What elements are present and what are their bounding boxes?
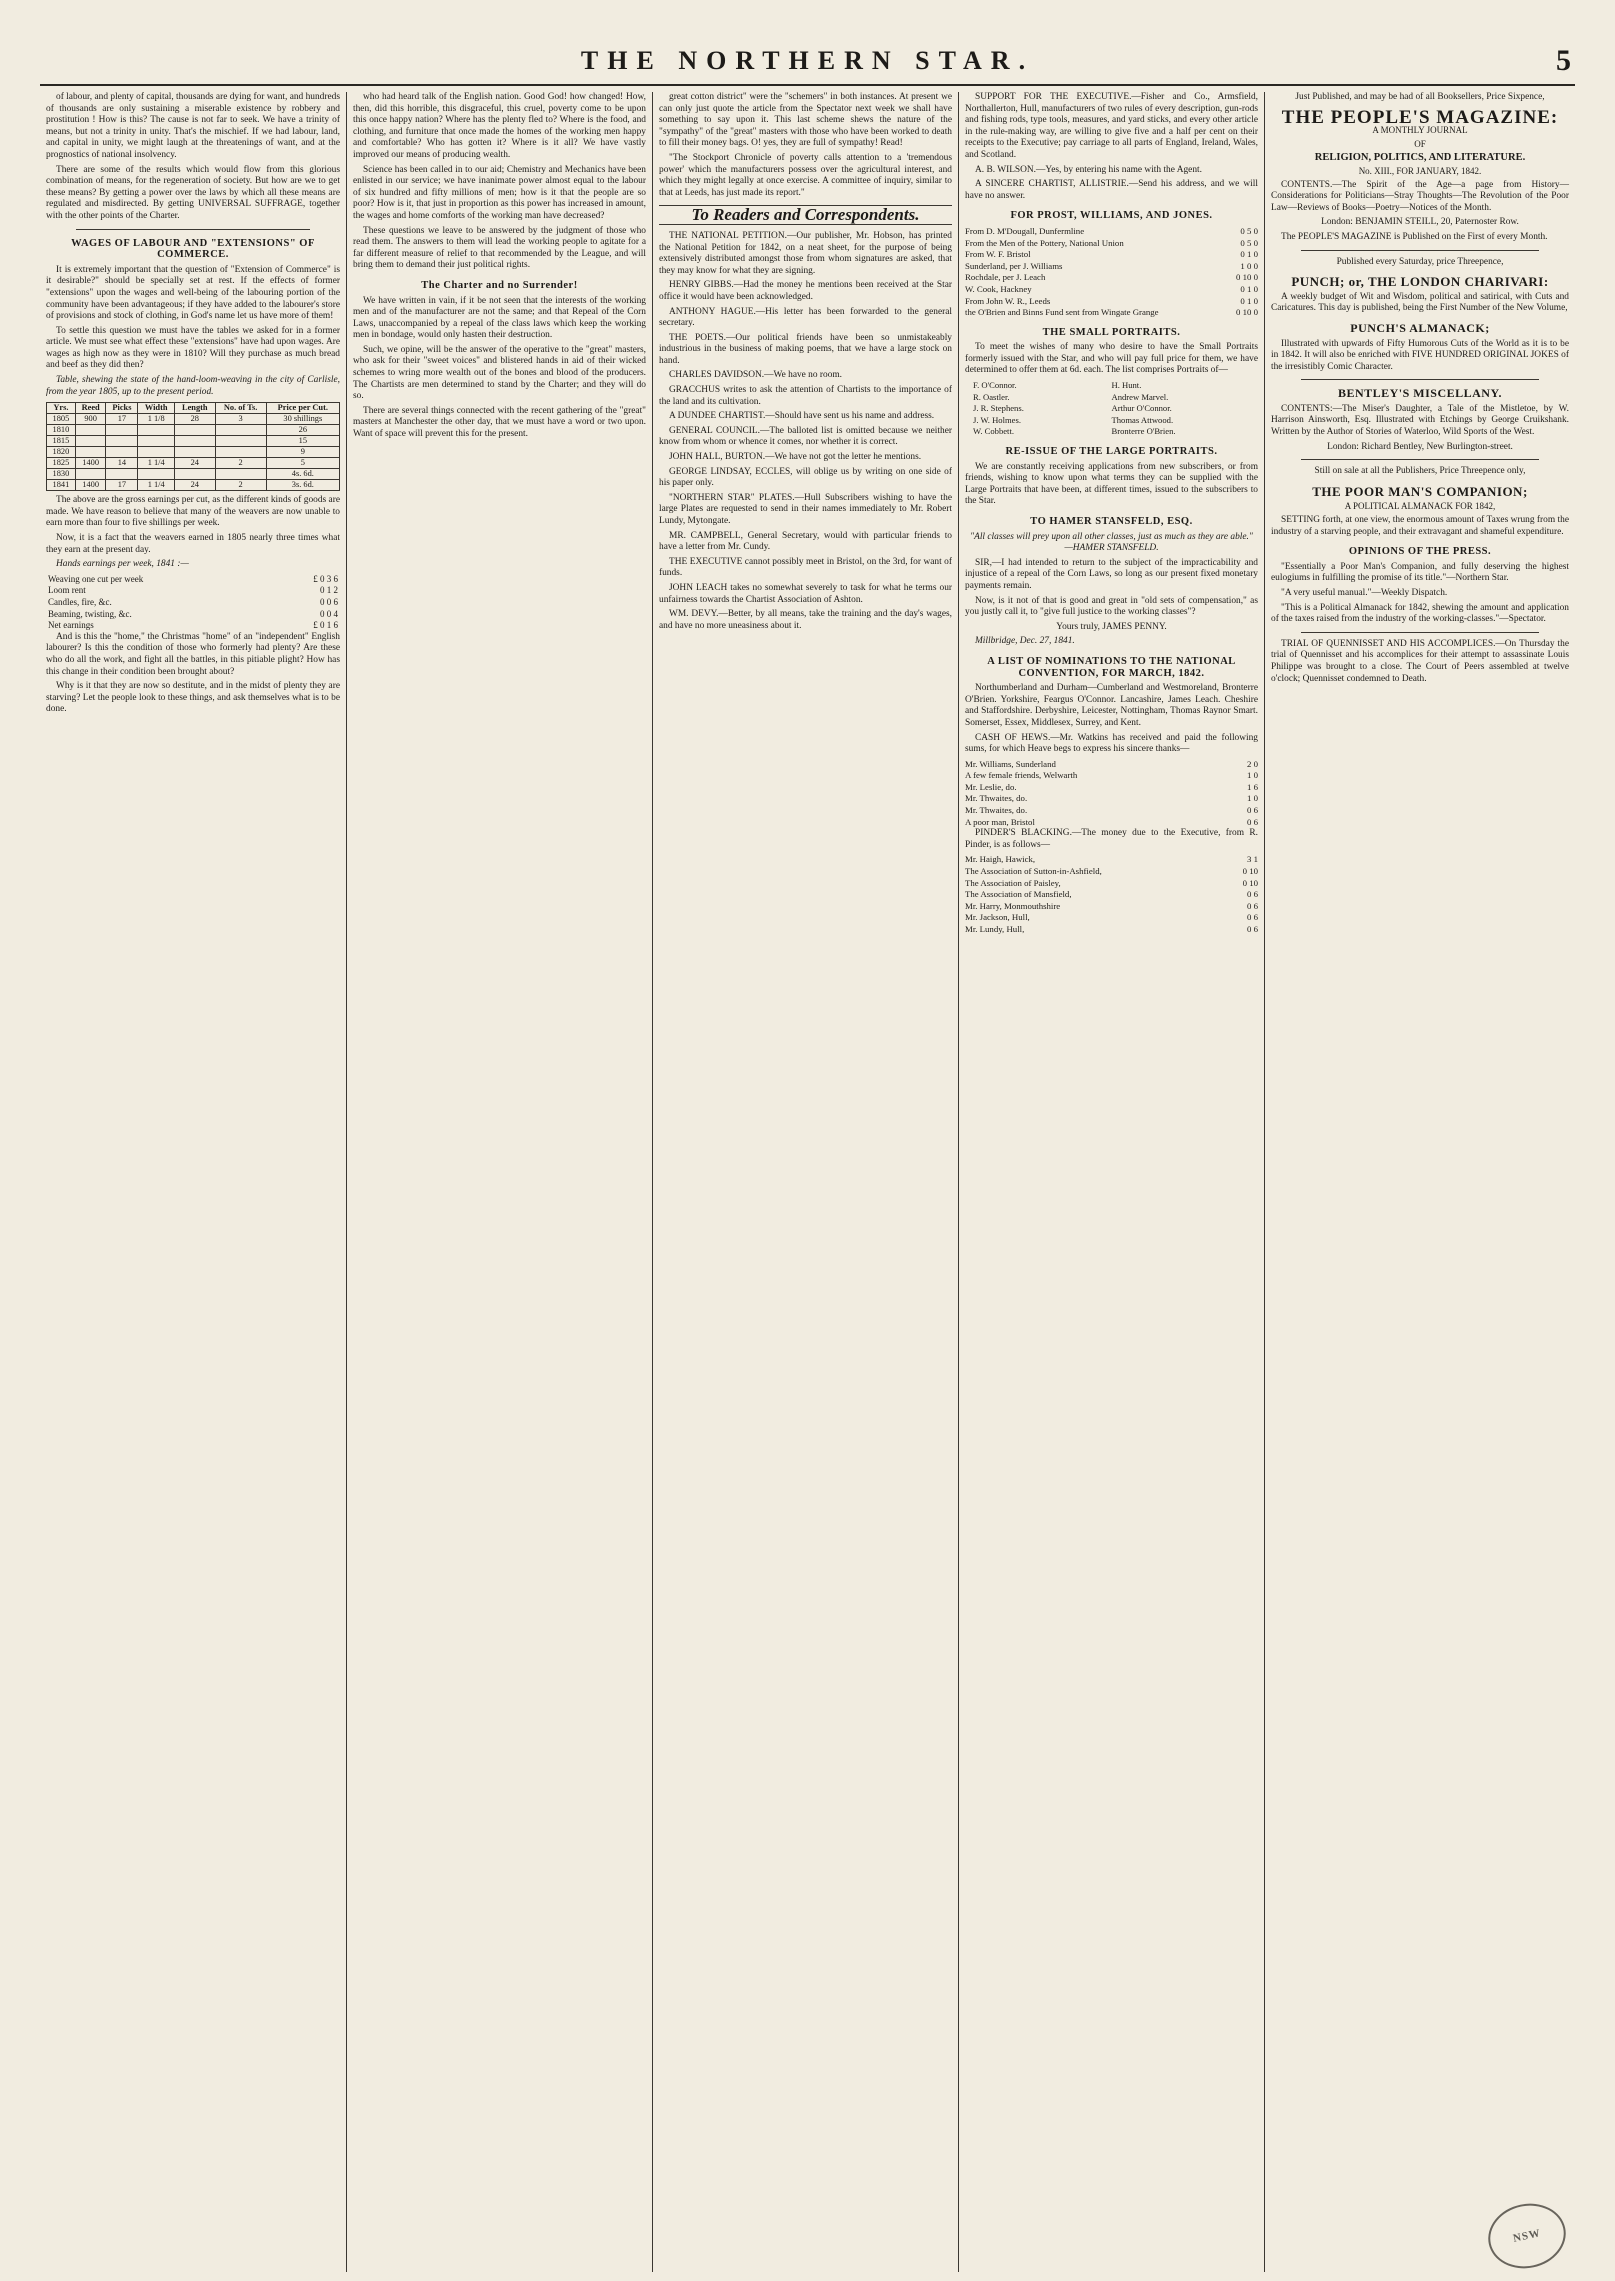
subscriptions-list — [965, 226, 1258, 319]
sums-title: Hands earnings per week, 1841 :— — [56, 559, 189, 570]
almanack-title: PUNCH'S ALMANACK; — [1350, 320, 1490, 335]
list-item: The Association of Mansfield, 0 6 — [965, 889, 1258, 900]
press-opinion: "A very useful manual."—Weekly Dispatch. — [1281, 588, 1448, 598]
table-row: 1830 4s. 6d. — [47, 469, 340, 480]
magazine-contents: CONTENTS.—The Spirit of the Age—a page from History—Considerations for Politicians—Stray Thoughts—The Revolution of the Poor Law—Reviews of Books—Poetry—Notices of the Month. — [1271, 179, 1569, 213]
correspondent-notice: WM. DEVY.—Better, by all means, take the training and the day's wages, and have no more uneasiness about it. — [659, 609, 952, 631]
article-paragraph: SIR,—I had intended to return to the subject of the impracticability and injustice of a repeal of the Corn Laws, so long as our present fixed monetary payments remain. — [965, 557, 1258, 591]
correspondent-notice: THE POETS.—Our political friends have been so unmistakeably industrious in the business of making poems, that we have a large stock on hand. — [659, 332, 952, 366]
article-paragraph: of labour, and plenty of capital, thousands are dying for want, and hundreds of thousands are only sustaining a miserable existence by robbery and prostitution ! How is this? The cause is not far to seek. We have a trinity of means, but not a trinity in unity. That's the mischief. If we had labour, land, and capital in unity, we might laugh at the threatenings of want, and at the prognostics of national insolvency. — [46, 92, 340, 160]
magazine-subtitle: A MONTHLY JOURNAL — [1372, 125, 1468, 136]
list-item: W. Cook, Hackney 0 1 0 — [965, 283, 1258, 294]
list-item: Mr. Thwaites, do. 0 6 — [965, 805, 1258, 816]
article-paragraph: great cotton district" were the "schemers" in both instances. At present we can only just quote the article from the Spectator next week we shall have something to say upon it. This last scheme shews the nature of the "sympathy" of the "great" masters with those who have been worked to death to fill their money bags. O! yes, they are full of sympathy! Read! — [659, 92, 952, 149]
table-row: 1825 1400 14 1 1/4 24 2 5 — [47, 458, 340, 469]
table-header: Reed — [75, 403, 106, 414]
table-row: 1805 900 17 1 1/8 28 3 30 shillings — [47, 414, 340, 425]
list-item: The Association of Sutton-in-Ashfield, 0 10 — [965, 866, 1258, 877]
wages-heading: WAGES OF LABOUR AND "EXTENSIONS" OF COMMERCE. — [71, 237, 315, 261]
companion-note: Still on sale at all the Publishers, Price Threepence only, — [1314, 466, 1526, 477]
list-item: A few female friends, Welwarth 1 0 — [965, 770, 1258, 781]
correspondent-notice: THE EXECUTIVE cannot possibly meet in Bristol, on the 3rd, for want of funds. — [659, 556, 952, 579]
list-item: Mr. Thwaites, do. 1 0 — [965, 793, 1258, 804]
page-number: 5 — [1556, 44, 1571, 77]
library-stamp: NSW — [1482, 2197, 1572, 2276]
list-item: R. Oastler. — [973, 391, 1010, 402]
divider — [1301, 250, 1539, 251]
column-5 — [1264, 92, 1575, 2272]
table-header: Yrs. — [47, 403, 76, 414]
article-paragraph: It is extremely important that the question of "Extension of Commerce" is it desirable?" should be specially set at rest. If the effects of former "extensions" upon the wages and well-being of the labouring portion of the community have been advantageous; if they have added to the labourer's store of provisions and stock of clothing, in God's name let us have more of them! — [46, 264, 340, 322]
column-3 — [652, 92, 958, 2272]
bentley-imprint: London: Richard Bentley, New Burlington-street. — [1327, 441, 1513, 452]
article-paragraph: To meet the wishes of many who desire to have the Small Portraits formerly issued with the Star, and who will pay full price for them, we have determined to offer them at 6d. each. The list comprises Portraits of— — [965, 342, 1258, 376]
list-item: Mr. Lundy, Hull, 0 6 — [965, 924, 1258, 934]
sum-row: Net earnings £ 0 1 6 — [48, 620, 338, 631]
article-paragraph: who had heard talk of the English nation. Good God! how changed! How, then, did this horrible, this disgraceful, this cruel, poverty come to be upon this once happy nation? Where has the plenty fled to? Where is the food, and clothing, and furniture that once made the homes of the working men happy and comfortable? Who has gotten it? Where is it all? We have vastly improved our means of producing wealth. — [353, 92, 646, 160]
list-item: Mr. Harry, Monmouthshire 0 6 — [965, 900, 1258, 911]
table-header: No. of Ts. — [215, 403, 266, 414]
divider — [76, 229, 310, 230]
correspondent-notice: "NORTHERN STAR" PLATES.—Hull Subscribers wishing to have the large Plates are requested to send in their names immediately to Mr. Robert Lundy, Mytongate. — [659, 492, 952, 526]
section-heading: The Charter and no Surrender! — [421, 279, 578, 291]
punch-title: PUNCH; or, THE LONDON CHARIVARI: — [1291, 274, 1549, 290]
divider — [1301, 459, 1539, 460]
article-paragraph: We are constantly receiving applications from new subscribers, or from friends, wishing to know upon what terms they can be supplied with the Large Portraits that have been, at different times, issued to the subscribers to the Star. — [965, 461, 1258, 507]
table-caption: Table, shewing the state of the hand-loom-weaving in the city of Carlisle, from the year 1805, up to the present period. — [46, 375, 340, 397]
article-paragraph: The above are the gross earnings per cut, as the different kinds of goods are made. We have reason to believe that many of the weavers are now unable to earn more than four to five shillings per week. — [46, 495, 340, 529]
list-item: From D. M'Dougall, Dunfermline 0 5 0 — [965, 225, 1258, 236]
letter-epigraph: "All classes will prey upon all other classes, just as much as they are able." —HAMER STANSFELD. — [970, 531, 1253, 554]
list-item: A poor man, Bristol 0 6 — [965, 816, 1258, 827]
punch-pub-line: Published every Saturday, price Threepence, — [1336, 256, 1504, 267]
correspondent-notice: GRACCHUS writes to ask the attention of Chartists to the importance of the land and its cultivation. — [659, 385, 952, 407]
nominations-heading: A LIST OF NOMINATIONS TO THE NATIONAL CONVENTION, FOR MARCH, 1842. — [987, 655, 1236, 679]
readers-heading: To Readers and Correspondents. — [659, 205, 952, 225]
list-item: Mr. Williams, Sunderland 2 0 — [965, 758, 1258, 769]
column-4 — [958, 92, 1264, 2272]
article-paragraph: Science has been called in to our aid; Chemistry and Mechanics have been enlisted in our service; we have inanimate power almost equal to the labour of six hundred and fifty millions of men; how is it that the people are so poor? How is it, that just in proportion as this power has increased in amount, the wages and home comforts of the working man have decreased? — [353, 164, 646, 221]
article-paragraph: There are several things connected with the recent gathering of the "great" masters at Manchester the other day, that we must have a word or two upon. Want of space will prevent this for the present. — [353, 405, 646, 440]
list-item: W. Cobbett. — [973, 426, 1014, 437]
list-item: Bronterre O'Brien. — [1111, 426, 1176, 437]
table-header: Length — [175, 403, 216, 414]
table-header-row — [47, 403, 340, 414]
correspondent-notice: A. B. WILSON.—Yes, by entering his name with the Agent. — [975, 164, 1202, 175]
correspondent-notice: CHARLES DAVIDSON.—We have no room. — [669, 370, 843, 381]
article-paragraph: And is this the "home," the Christmas "home" of an "independent" English labourer? Is this the condition of those who formerly had plenty? Are these who do all the work, and fight all the battles, in this pitiable plight? How has this change in their condition been brought about? — [46, 631, 340, 677]
sum-row: Loom rent 0 1 2 — [48, 585, 338, 596]
bentley-title: BENTLEY'S MISCELLANY. — [1337, 386, 1503, 401]
divider — [1301, 632, 1539, 633]
article-paragraph: Now, it is a fact that the weavers earned in 1805 nearly three times what they earn at the present day. — [46, 533, 340, 555]
letter-signature: Yours truly, JAMES PENNY. — [1056, 621, 1167, 632]
subscriptions-heading: FOR PROST, WILLIAMS, AND JONES. — [1010, 210, 1213, 222]
table-row: 1820 9 — [47, 447, 340, 458]
letter-date: Millbridge, Dec. 27, 1841. — [975, 636, 1075, 647]
correspondent-notice: GEORGE LINDSAY, ECCLES, will oblige us by writing on one side of his paper only. — [659, 466, 952, 489]
masthead — [40, 44, 1575, 86]
column-1 — [40, 92, 346, 2272]
magazine-subtitle: RELIGION, POLITICS, AND LITERATURE. — [1314, 152, 1526, 164]
punch-text: A weekly budget of Wit and Wisdom, political and satirical, with Cuts and Caricatures. This day is published, being the First Number of the New Volume, — [1271, 291, 1569, 314]
correspondent-notice: GENERAL COUNCIL.—The balloted list is omitted because we neither know from whom or whence it comes, nor whether it is correct. — [659, 425, 952, 448]
portrait-names — [973, 380, 1250, 438]
reissue-heading: RE-ISSUE OF THE LARGE PORTRAITS. — [1005, 446, 1218, 458]
list-item: Rochdale, per J. Leach 0 10 0 — [965, 272, 1258, 283]
weaving-table — [46, 402, 340, 491]
article-paragraph: Now, is it not of that is good and great in "old sets of compensation," as you justly call it, to "give full justice to the working classes"? — [965, 595, 1258, 618]
article-paragraph: "The Stockport Chronicle of poverty calls attention to a 'tremendous power' which the manufacturers possess over the agricultural interest, and which they might legally at once exercise. A committee of inquiry, similar to that at Leeds, has just made its report." — [659, 152, 952, 198]
sum-row: Candles, fire, &c. 0 0 6 — [48, 597, 338, 607]
sum-row: Weaving one cut per week £ 0 3 6 — [48, 573, 338, 584]
list-item: From John W. R., Leeds 0 1 0 — [965, 295, 1258, 306]
list-item: the O'Brien and Binns Fund sent from Wingate Grange 0 10 0 — [965, 307, 1258, 318]
correspondent-notice: MR. CAMPBELL, General Secretary, would with particular friends to have a letter from Mr. Cundy. — [659, 530, 952, 553]
list-item: The Association of Paisley, 0 10 — [965, 877, 1258, 888]
press-opinion: "Essentially a Poor Man's Companion, and fully deserving the highest eulogiums in fulfilling the promise of its title."—Northern Star. — [1271, 561, 1569, 584]
correspondent-notice: A SINCERE CHARTIST, ALLISTRIE.—Send his address, and we will have no answer. — [965, 179, 1258, 201]
column-2 — [346, 92, 652, 2272]
correspondent-notice: JOHN LEACH takes no somewhat severely to task for what he terms our unfairness towards the Chartist Association of Ashton. — [659, 582, 952, 605]
article-paragraph: These questions we leave to be answered by the judgment of those who read them. The answers to them will lead the working people to agitate for a far different measure of relief to that recommended by the League, and will bring them to demand their just political rights. — [353, 225, 646, 271]
cash-note: CASH OF HEWS.—Mr. Watkins has received and paid the following sums, for which Heave begs to express his sincere thanks— — [965, 732, 1258, 755]
magazine-note: The PEOPLE'S MAGAZINE is Published on the First of every Month. — [1281, 231, 1548, 242]
earnings-table — [46, 574, 340, 632]
article-paragraph: We have written in vain, if it be not seen that the interests of the working men and of the manufacturer are not the same; and that Repeal of the Corn Laws, unaccompanied by a repeal of the class laws which keep the working men in bondage, would only hasten their destruction. — [353, 295, 646, 341]
correspondent-notice: JOHN HALL, BURTON.—We have not got the letter he mentions. — [669, 452, 922, 463]
correspondent-notice: THE NATIONAL PETITION.—Our publisher, Mr. Hobson, has printed the National Petition for 1842, on a neat sheet, for the purpose of being extensively distributed amongst those from whom signatures are asked, that they may know for what they are signing. — [659, 230, 952, 276]
list-item: J. R. Stephens. — [973, 403, 1024, 414]
article-paragraph: Northumberland and Durham—Cumberland and Westmoreland, Bronterre O'Brien. Yorkshire, Feargus O'Connor. Lancashire, James Leach. Cheshire and Staffordshire. Derbyshire, Leicester, Nottingham, Thomas Raynor Smart. Somerset, Essex, Middlesex, Surrey, and Kent. — [965, 683, 1258, 728]
article-paragraph: Why is it that they are now so destitute, and in the midst of plenty they are starving? Let the people look to these things, and ask themselves what is to be done. — [46, 681, 340, 715]
table-row: 1815 15 — [47, 436, 340, 447]
list-item: Mr. Leslie, do. 1 6 — [965, 781, 1258, 792]
cash-list — [965, 759, 1258, 829]
sum-row: Beaming, twisting, &c. 0 0 4 — [48, 608, 338, 619]
magazine-subtitle: OF — [1414, 138, 1426, 149]
companion-subtitle: A POLITICAL ALMANACK FOR 1842, — [1344, 501, 1496, 512]
divider — [1301, 379, 1539, 380]
article-paragraph: There are some of the results which would flow from this glorious combination of means, for the regeneration of society. But how are we to get these means? By getting a power over the laws by which all these means are regulated and misdirected. By getting UNIVERSAL SUFFRAGE, together with the other points of the Charter. — [46, 164, 340, 221]
letter-heading: TO HAMER STANSFELD, ESQ. — [1030, 516, 1193, 527]
list-item: From the Men of the Pottery, National Union 0 5 0 — [965, 237, 1258, 248]
table-header: Picks — [106, 403, 138, 414]
correspondent-notice: HENRY GIBBS.—Had the money he mentions been received at the Star office it would have been acknowledged. — [659, 280, 952, 302]
correspondent-notice: ANTHONY HAGUE.—His letter has been forwarded to the general secretary. — [659, 306, 952, 329]
opinions-heading: OPINIONS OF THE PRESS. — [1348, 546, 1492, 558]
magazine-issue: No. XIII., FOR JANUARY, 1842. — [1358, 165, 1482, 176]
press-opinion: "This is a Political Almanack for 1842, shewing the amount and application of the taxes raised from the industry of the working-classes."—Spectator. — [1271, 602, 1569, 625]
list-item: H. Hunt. — [1111, 380, 1142, 391]
list-item: Mr. Haigh, Hawick, 3 1 — [965, 854, 1258, 865]
list-item: Sunderland, per J. Williams 1 0 0 — [965, 260, 1258, 271]
magazine-imprint: London: BENJAMIN STEILL, 20, Paternoster Row. — [1321, 217, 1519, 228]
list-item: J. W. Holmes. — [973, 414, 1021, 425]
bentley-text: CONTENTS:—The Miser's Daughter, a Tale of the Mistletoe, by W. Harrison Ainsworth, Esq. Illustrated with Etchings by George Cruikshank. Written by the Author of Stories of Waterloo, Wild Sports of the West. — [1271, 403, 1569, 438]
list-item: Mr. Jackson, Hull, 0 6 — [965, 912, 1258, 923]
correspondent-notice: A DUNDEE CHARTIST.—Should have sent us his name and address. — [669, 411, 935, 422]
article-paragraph: To settle this question we must have the tables we asked for in a former article. We must see what effect these "extensions" have had upon wages. Are wages as high now as they were in 1810? Will they purchase as much bread and beef as they did then? — [46, 325, 340, 371]
table-row: 1841 1400 17 1 1/4 24 2 3s. 6d. — [47, 480, 340, 491]
magazine-title: THE PEOPLE'S MAGAZINE: — [1281, 106, 1559, 128]
companion-text: SETTING forth, at one view, the enormous amount of Taxes wrung from the industry of a starving people, and their extravagant and shameful expenditure. — [1271, 515, 1569, 537]
list-item: Thomas Attwood. — [1111, 414, 1174, 425]
publication-line: Just Published, and may be had of all Booksellers, Price Sixpence, — [1295, 92, 1545, 102]
blacking-note: PINDER'S BLACKING.—The money due to the Executive, from R. Pinder, is as follows— — [965, 828, 1258, 850]
newspaper-title: THE NORTHERN STAR. — [580, 46, 1035, 75]
portraits-heading: THE SMALL PORTRAITS. — [1042, 326, 1181, 338]
table-header: Width — [138, 403, 175, 414]
table-header: Price per Cut. — [266, 403, 339, 414]
article-paragraph: Such, we opine, will be the answer of the operative to the "great" masters, who ask for their "sweet voices" and blistered hands in aid of their wicked schemes to wring more wealth out of the bones and blood of the producers. The Chartists are men determined to stand by the Charter; and they will do so. — [353, 344, 646, 402]
list-item: Arthur O'Connor. — [1111, 403, 1172, 414]
trial-report: TRIAL OF QUENNISSET AND HIS ACCOMPLICES.—On Thursday the trial of Quennisset and his accomplices for their attempt to assassinate Louis Philippe was brought to a close. The Court of Peers assembled at twelve o'clock; Quennisset condemned to Death. — [1271, 638, 1569, 684]
blacking-list — [965, 854, 1258, 935]
list-item: F. O'Connor. — [973, 380, 1017, 391]
table-row: 1810 26 — [47, 425, 340, 436]
list-item: From W. F. Bristol 0 1 0 — [965, 249, 1258, 260]
almanack-text: Illustrated with upwards of Fifty Humorous Cuts of the World as it is to be in 1842. It will also be enriched with FIVE HUNDRED ORIGINAL JOKES of the irresistibly Comic Character. — [1271, 338, 1569, 372]
companion-title: THE POOR MAN'S COMPANION; — [1312, 483, 1528, 499]
list-item: Andrew Marvel. — [1111, 391, 1169, 402]
correspondent-notice: SUPPORT FOR THE EXECUTIVE.—Fisher and Co., Armsfield, Northallerton, Hull, manufacturers of two rules of every description, gun-rods and fishing rods, type tools, measures, and yard sticks, and every other article in the rule-making way, are willing to give five and a half per cent on their receipts to the Executive; pay carriage to all parts of England, Ireland, Wales, and Scotland. — [965, 92, 1258, 160]
